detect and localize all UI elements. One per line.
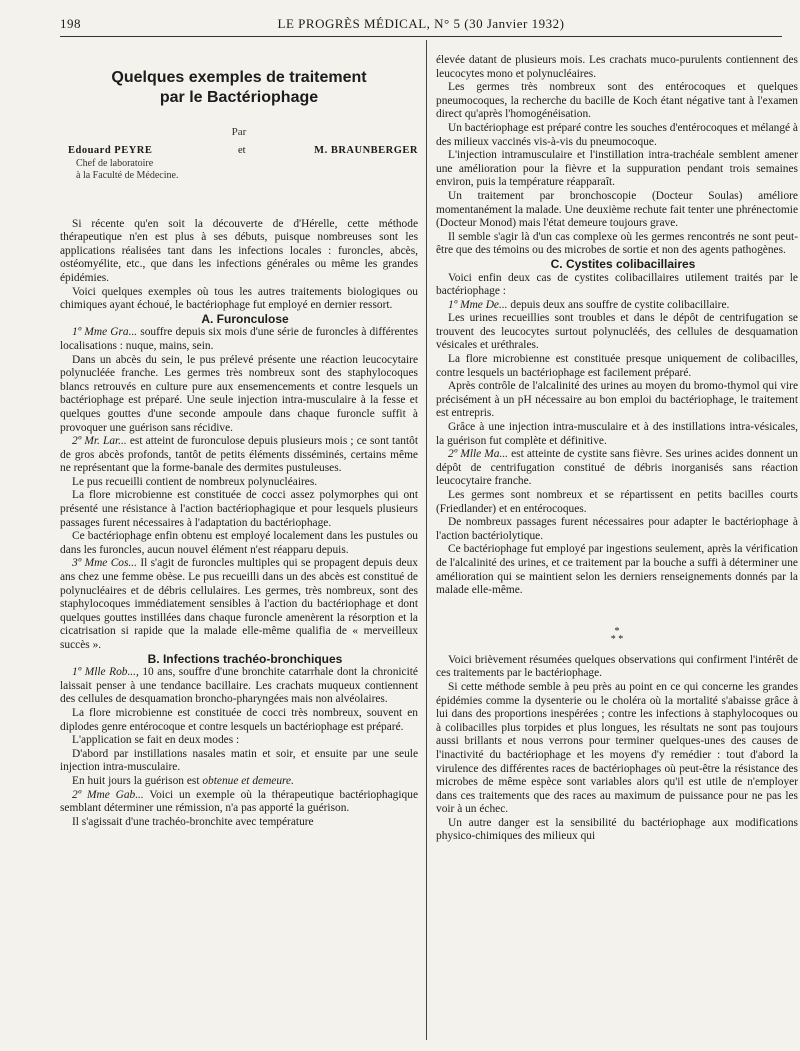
- title-line-2: par le Bactériophage: [159, 89, 319, 106]
- journal-title: LE PROGRÈS MÉDICAL, N° 5 (30 Janvier 1932): [277, 16, 565, 31]
- separator-star-top: *: [614, 625, 620, 637]
- paragraph: Un autre danger est la sensibilité du bactériophage aux modifications physico-chimiques des milieux qui: [436, 816, 798, 843]
- title-line-1: Quelques exemples de traitement: [111, 69, 367, 86]
- authors-block: [60, 144, 418, 188]
- case-text: est atteinte de cystite sans fièvre. Ses urines acides donnent un dépôt de centrifugation constitué de débris inorganisés sans réaction leucocytaire franche.: [436, 448, 798, 488]
- paragraph: Si récente qu'en soit la découverte de d'Hérelle, cette méthode thérapeutique n'en est plus à ses débuts, puisque nombreuses sont les applications réalisées tant dans les infections locales : furoncles, abcès, ostéomyélite, etc., que dans les infections générales ou même les grandes épidémies.: [60, 217, 418, 284]
- paragraph: Voici brièvement résumées quelques observations qui confirment l'intérêt de ces traitements par le bactériophage.: [436, 653, 798, 680]
- section-heading-c: C. Cystites colibacillaires: [550, 256, 696, 271]
- paragraph: La flore microbienne est constituée de cocci assez polymorphes qui ont présenté une résistance à l'action bactériophagique et pour lesquels plusieurs passages furent nécessaires à l'adaptation du bactériophage.: [60, 489, 418, 529]
- paragraph: [60, 557, 418, 652]
- paragraph: La flore microbienne est constituée de cocci très nombreux, souvent en diplodes genre entérocoque et contre lesquels un bactériophage est préparé.: [60, 706, 418, 733]
- paragraph: [60, 666, 418, 707]
- paragraph: [60, 326, 418, 353]
- case-label: 1º Mme Gra...: [72, 326, 138, 339]
- emphasis-text: obtenue et demeure.: [199, 774, 294, 787]
- paragraph: Il s'agissait d'une trachéo-bronchite avec température: [72, 815, 314, 828]
- paragraph: L'injection intramusculaire et l'instillation intra-trachéale semblent amener une amélioration pour la fièvre et la suppuration pendant trois semaines environ, puis la température réapparaît.: [436, 149, 798, 189]
- article-title: [60, 68, 418, 108]
- author-1-affiliation: [76, 158, 178, 182]
- paragraph: Les germes très nombreux sont des entérocoques et quelques pneumocoques, la recherche du bacille de Koch étant négative tant à l'examen direct qu'après l'homogénéisation.: [436, 81, 798, 121]
- case-text: est atteint de furonculose depuis plusieurs mois ; ce sont tantôt de gros abcès profonds, tantôt de petits éléments disséminés, certains même ne représentant que la forme-banale des dermites pustuleuses.: [60, 435, 418, 475]
- paragraph: La flore microbienne est constituée presque uniquement de colibacilles, contre lesquels un bactériophage est facilement préparé.: [436, 353, 798, 379]
- case-text: En huit jours la guérison est: [72, 774, 200, 787]
- case-label: 3º Mme Cos...: [72, 557, 137, 570]
- right-column: [436, 54, 798, 844]
- paragraph: [60, 789, 418, 816]
- paragraph: [60, 435, 418, 476]
- separator-star-bottom: * *: [610, 633, 624, 645]
- introduction: [60, 218, 418, 313]
- paragraph: De nombreux passages furent nécessaires pour adapter le bactériophage à l'action bactériolytique.: [436, 516, 798, 542]
- byline-par: Par: [231, 126, 247, 138]
- author-1: Edouard PEYRE: [68, 144, 153, 156]
- case-text: depuis deux ans souffre de cystite colibacillaire.: [507, 298, 730, 311]
- paragraph: Un bactériophage est préparé contre les souches d'entérocoques et mélangé à des milieux vaccinés vis-à-vis du pneumocoque.: [436, 121, 798, 148]
- paragraph: [436, 299, 798, 313]
- case-label: 1º Mme De...: [448, 298, 508, 311]
- paragraph: Ce bactériophage enfin obtenu est employé localement dans les pustules ou dans les furoncles, aucun nouvel élément n'est réapparu depuis.: [60, 530, 418, 556]
- paragraph: Ce bactériophage fut employé par ingestions seulement, après la vérification de l'alcalinité des urines, et ce traitement par la bouche a suffi à déterminer une amélioration qui se maintient selon les derniers renseignements donnés par la malade elle-même.: [436, 543, 798, 597]
- paragraph: Les germes sont nombreux et se répartissent en petits bacilles courts (Friedlander) et en entérocoques.: [436, 489, 798, 515]
- paragraph: [436, 448, 798, 489]
- paragraph: Voici enfin deux cas de cystites colibacillaires utilement traités par le bactériophage :: [436, 271, 798, 298]
- affiliation-line-1: Chef de laboratoire: [76, 157, 154, 169]
- paragraph: Les urines recueillies sont troubles et dans le dépôt de centrifugation se trouvent des leucocytes surtout polynucléés, des cellules de desquamation vésicales et uréthrales.: [436, 312, 798, 352]
- case-text: Voici un exemple où la thérapeutique bactériophagique semblant déterminer une rémission, n'a pas apporté la guérison.: [60, 788, 418, 815]
- section-heading-a: A. Furonculose: [201, 311, 289, 326]
- paragraph: Il semble s'agir là d'un cas complexe où les germes rencontrés ne sont peut-être que des témoins ou des microbes de sortie et non des agents pathogènes.: [436, 230, 798, 257]
- page-header: [60, 14, 782, 37]
- page-number: 198: [60, 16, 81, 31]
- paragraph: [60, 775, 418, 789]
- case-label: 2º Mlle Ma...: [448, 448, 509, 461]
- paragraph: D'abord par instillations nasales matin et soir, et ensuite par une seule injection intra-musculaire.: [60, 747, 418, 774]
- paragraph: Après contrôle de l'alcalinité des urines au moyen du bromo-thymol qui vire précisément à un pH nécessaire au bon emploi du bactériophage, le traitement est entrepris.: [436, 380, 798, 420]
- section-separator: [436, 625, 798, 645]
- paragraph: Le pus recueilli contient de nombreux polynucléaires.: [72, 475, 318, 488]
- paragraph: Si cette méthode semble à peu près au point en ce qui concerne les grandes épidémies comme la dysenterie ou le choléra où la mortalité s'abaisse grâce à lui dans des proportions inespérées ; contre les infections à staphylocoques ou à colibacilles plus torpides et plus longues, les résultats ne sont pas toujours aussi brillants et nous verrons pour terminer quelques-unes des causes de l'inactivité du bactériophage et les moyens d'y remédier : tout d'abord la virulence des différentes races de bactériophages où peut-être la résistance des microbes de même espèce sont variables alors qu'il est utile de n'employer dans ces traitements que des races au maximum de puissance pour ne pas les voir à un échec.: [436, 680, 798, 816]
- case-label: 2º Mme Gab...: [72, 788, 144, 801]
- case-text: 10 ans, souffre d'une bronchite catarrhale dont la chronicité laissait penser à une tendance bacillaire. Les crachats muqueux contiennent des cellules de desquamation broncho-pharyngées mais non alvéolaires.: [60, 666, 418, 706]
- paragraph: Voici quelques exemples où tous les autres traitements biologiques ou chimiques ayant échoué, le bactériophage fut employé en dernier ressort.: [60, 285, 418, 312]
- paragraph: Grâce à une injection intra-musculaire et à des instillations intra-vésicales, la guérison fut complète et définitive.: [436, 421, 798, 447]
- paragraph: élevée datant de plusieurs mois. Les crachats muco-purulents contiennent des leucocytes mono et polynucléaires.: [436, 54, 798, 80]
- column-divider: [426, 40, 427, 1040]
- paragraph: L'application se fait en deux modes :: [72, 734, 240, 747]
- author-conjunction: et: [238, 144, 246, 156]
- paragraph: Un traitement par bronchoscopie (Docteur Soulas) améliore momentanément la malade. Une deuxième rechute fait tenter une phrénectomie (Docteur Monod) mais l'état demeure toujours grave.: [436, 189, 798, 230]
- section-heading-b: B. Infections trachéo-bronchiques: [147, 651, 343, 666]
- paragraph: Dans un abcès du sein, le pus prélevé présente une réaction leucocytaire polynucléée franche. Les germes très nombreux sont des staphylocoques blancs retrouvés en culture pure aux ensemencements et contre lesquels un bactériophage est préparé. Une seule injection intra-musculaire à la fesse et quelques gouttes d'une seconde ampoule dans chaque furoncle suffit à provoquer une guérison sans récidive.: [60, 353, 418, 434]
- author-2: M. BRAUNBERGER: [314, 144, 418, 156]
- case-label: 1º Mlle Rob...,: [72, 666, 139, 679]
- left-column: [60, 40, 418, 829]
- case-text: Il s'agit de furoncles multiples qui se propagent depuis deux ans chez une femme obèse. Le pus recueilli dans un des abcès est constitué de polynucléaires et de débris cellulaires. Les germes, très nombreux, sont des staphylocoques immédiatement sensibles à l'action du bactériophage et dont quelques gouttes instillées dans chaque furoncle amenèrent la résorption et la cicatrisation si rapide que la malade elle-même qualifia de « merveilleux succès ».: [60, 557, 418, 651]
- case-label: 2º Mr. Lar...: [72, 435, 127, 448]
- case-text: souffre depuis six mois d'une série de furoncles à différentes localisations : nuque, mains, sein.: [60, 326, 419, 352]
- affiliation-line-2: à la Faculté de Médecine.: [76, 169, 179, 181]
